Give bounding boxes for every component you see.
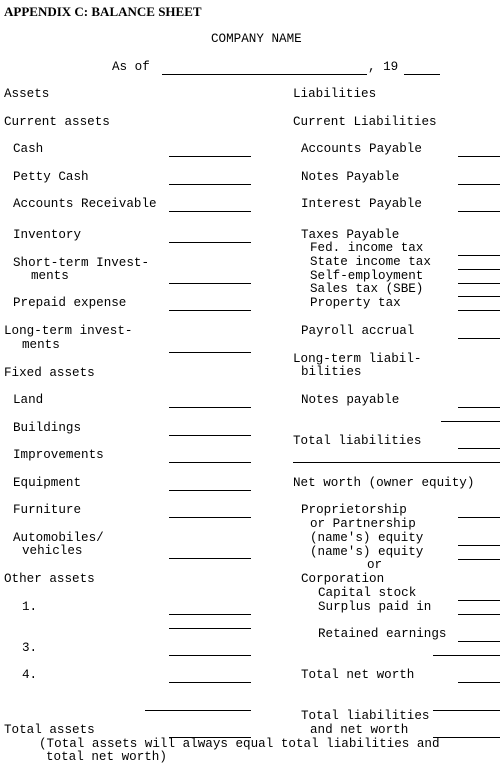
other-asset-4-field[interactable] — [169, 682, 251, 683]
buildings-field[interactable] — [169, 435, 251, 436]
equity-subtotal-rule — [433, 710, 500, 711]
document-heading: APPENDIX C: BALANCE SHEET — [4, 4, 202, 19]
self-employment-field[interactable] — [458, 283, 500, 284]
improvements-label: Improvements — [13, 448, 104, 462]
furniture-field[interactable] — [169, 517, 251, 518]
long-term-investments-field[interactable] — [169, 352, 251, 353]
proprietorship-field[interactable] — [458, 517, 500, 518]
sales-tax-label: Sales tax (SBE) — [310, 282, 424, 296]
state-income-tax-label: State income tax — [310, 255, 431, 269]
land-label: Land — [13, 393, 44, 407]
capital-stock-label: Capital stock — [318, 586, 417, 600]
net-worth-subtotal-rule — [433, 655, 500, 656]
footnote-line-2: total net worth) — [46, 750, 167, 764]
accounts-payable-field[interactable] — [458, 156, 500, 157]
inventory-field[interactable] — [169, 242, 251, 243]
long-term-investments-label: Long-term invest- — [4, 324, 133, 338]
company-name: COMPANY NAME — [211, 32, 302, 46]
notes-payable-label: Notes Payable — [301, 170, 400, 184]
interest-payable-label: Interest Payable — [301, 197, 422, 211]
furniture-label: Furniture — [13, 503, 82, 517]
retained-earnings-field[interactable] — [458, 641, 500, 642]
notes-payable-long-term-field[interactable] — [458, 407, 500, 408]
payroll-accrual-label: Payroll accrual — [301, 324, 415, 338]
buildings-label: Buildings — [13, 421, 82, 435]
sales-tax-field[interactable] — [458, 296, 500, 297]
net-worth-heading: Net worth (owner equity) — [293, 476, 475, 490]
property-tax-label: Property tax — [310, 296, 401, 310]
total-liabilities-label: Total liabilities — [293, 434, 422, 448]
total-assets-label: Total assets — [4, 723, 95, 737]
proprietorship-label: Proprietorship — [301, 503, 407, 517]
surplus-paid-in-field[interactable] — [458, 614, 500, 615]
total-liabilities-net-worth-label-cont: and net worth — [310, 723, 409, 737]
assets-title: Assets — [4, 87, 50, 101]
long-term-investments-label-cont: ments — [22, 338, 60, 352]
payroll-accrual-field[interactable] — [458, 338, 500, 339]
names-equity-2-label: (name's) equity — [310, 545, 424, 559]
current-assets-heading: Current assets — [4, 115, 110, 129]
names-equity-2-field[interactable] — [458, 559, 500, 560]
automobiles-label-cont: vehicles — [22, 544, 83, 558]
names-equity-1-label: (name's) equity — [310, 531, 424, 545]
other-asset-3-field[interactable] — [169, 655, 251, 656]
automobiles-field[interactable] — [169, 558, 251, 559]
other-asset-2-field[interactable] — [169, 628, 251, 629]
other-asset-4-label: 4. — [22, 668, 38, 682]
short-term-investments-field[interactable] — [169, 283, 251, 284]
accounts-receivable-label: Accounts Receivable — [13, 197, 157, 211]
equipment-label: Equipment — [13, 476, 82, 490]
capital-stock-field[interactable] — [458, 600, 500, 601]
assets-subtotal-rule — [145, 710, 251, 711]
notes-payable-long-term-label: Notes payable — [301, 393, 400, 407]
prepaid-expense-field[interactable] — [169, 310, 251, 311]
prepaid-expense-label: Prepaid expense — [13, 296, 127, 310]
surplus-paid-in-label: Surplus paid in — [318, 600, 432, 614]
automobiles-label: Automobiles/ — [13, 531, 104, 545]
retained-earnings-label: Retained earnings — [318, 627, 447, 641]
fixed-assets-heading: Fixed assets — [4, 366, 95, 380]
fed-income-tax-label: Fed. income tax — [310, 241, 424, 255]
petty-cash-label: Petty Cash — [13, 170, 89, 184]
self-employment-label: Self-employment — [310, 269, 424, 283]
total-liabilities-field[interactable] — [458, 448, 500, 449]
property-tax-field[interactable] — [458, 310, 500, 311]
notes-payable-field[interactable] — [458, 184, 500, 185]
liabilities-divider — [293, 462, 500, 463]
short-term-investments-label: Short-term Invest- — [13, 256, 150, 270]
short-term-investments-label-cont: ments — [31, 269, 69, 283]
total-net-worth-field[interactable] — [458, 682, 500, 683]
accounts-receivable-field[interactable] — [169, 211, 251, 212]
cash-field[interactable] — [169, 156, 251, 157]
total-liabilities-net-worth-label: Total liabilities — [301, 709, 430, 723]
footnote-line-1: (Total assets will always equal total liabilities and — [39, 737, 440, 751]
land-field[interactable] — [169, 407, 251, 408]
inventory-label: Inventory — [13, 228, 82, 242]
petty-cash-field[interactable] — [169, 184, 251, 185]
equipment-field[interactable] — [169, 490, 251, 491]
long-term-liabilities-heading-cont: bilities — [301, 365, 362, 379]
liabilities-title: Liabilities — [293, 87, 377, 101]
taxes-payable-label: Taxes Payable — [301, 228, 400, 242]
or-label: or — [367, 558, 383, 572]
current-liabilities-heading: Current Liabilities — [293, 115, 437, 129]
year-prefix: , 19 — [368, 60, 399, 74]
other-asset-1-label: 1. — [22, 600, 38, 614]
names-equity-1-field[interactable] — [458, 545, 500, 546]
accounts-payable-label: Accounts Payable — [301, 142, 422, 156]
date-field[interactable] — [162, 74, 367, 75]
corporation-label: Corporation — [301, 572, 385, 586]
state-income-tax-field[interactable] — [458, 269, 500, 270]
improvements-field[interactable] — [169, 462, 251, 463]
cash-label: Cash — [13, 142, 44, 156]
long-term-liabilities-heading: Long-term liabil- — [293, 352, 422, 366]
liabilities-subtotal-rule — [441, 421, 500, 422]
year-field[interactable] — [404, 74, 440, 75]
total-liabilities-net-worth-field[interactable] — [433, 737, 500, 738]
fed-income-tax-field[interactable] — [458, 255, 500, 256]
total-net-worth-label: Total net worth — [301, 668, 415, 682]
partnership-label: or Partnership — [310, 517, 416, 531]
interest-payable-field[interactable] — [458, 211, 500, 212]
other-assets-heading: Other assets — [4, 572, 95, 586]
other-asset-1-field[interactable] — [169, 614, 251, 615]
as-of-label: As of — [112, 60, 150, 74]
other-asset-3-label: 3. — [22, 641, 38, 655]
